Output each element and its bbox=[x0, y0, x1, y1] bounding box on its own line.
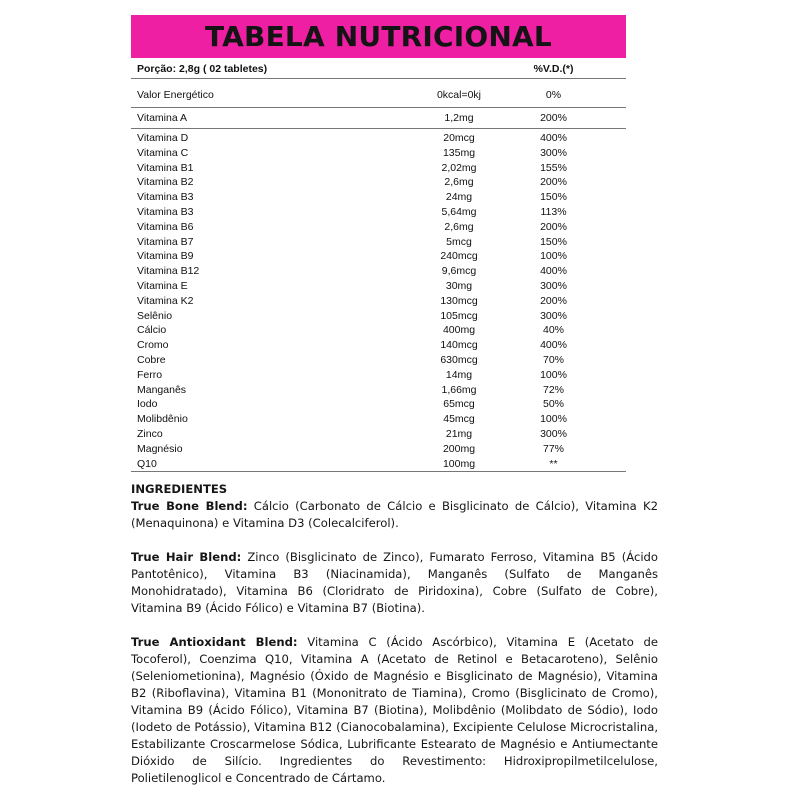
page-title: TABELA NUTRICIONAL bbox=[205, 20, 552, 53]
table-header-row bbox=[131, 60, 626, 79]
nutrient-row bbox=[131, 368, 626, 383]
bone-blend-paragraph bbox=[131, 498, 658, 532]
nutrient-row bbox=[131, 427, 626, 442]
nutrient-daily-value: 300% bbox=[540, 146, 567, 159]
nutrient-quantity: 45mcg bbox=[443, 413, 475, 426]
nutrient-row bbox=[131, 279, 626, 294]
nutrient-row bbox=[131, 108, 626, 129]
nutrient-quantity: 14mg bbox=[445, 368, 473, 381]
nutrient-quantity: 130mcg bbox=[440, 294, 478, 307]
nutrient-quantity: 135mg bbox=[442, 146, 476, 159]
nutrient-daily-value: 150% bbox=[540, 191, 567, 204]
bone-blend-label: True Bone Blend: bbox=[131, 499, 248, 513]
nutrient-name: Molibdênio bbox=[137, 413, 188, 426]
nutrient-row bbox=[131, 457, 626, 473]
nutrient-name: Vitamina B3 bbox=[137, 191, 194, 204]
hair-blend-text: Zinco (Bisglicinato de Zinco), Fumarato Ferroso, Vitamina B5 (Ácido Pantotênico), Vitamina B3 (Niacinamida), Manganês (Sulfato de Manganês Monohidratado), Vitamina B6 (Cloridrato de Piridoxina), Cobre (Sulfato de Cobre), Vitamina B9 (Ácido Fólico) e Vitamina B7 (Biotina). bbox=[131, 550, 659, 615]
nutrient-row bbox=[131, 383, 626, 398]
nutrient-name: Vitamina E bbox=[137, 279, 188, 292]
nutrient-row bbox=[131, 131, 626, 146]
nutrient-quantity: 2,6mg bbox=[444, 220, 474, 233]
bone-blend-text: Cálcio (Carbonato de Cálcio e Bisglicinato de Cálcio), Vitamina K2 (Menaquinona) e Vitamina D3 (Colecalciferol). bbox=[131, 499, 658, 530]
nutrient-daily-value: 300% bbox=[540, 279, 567, 292]
nutrient-daily-value: 70% bbox=[542, 353, 564, 366]
nutrient-name: Vitamina B9 bbox=[137, 250, 194, 263]
nutrient-name: Vitamina K2 bbox=[137, 294, 194, 307]
nutrient-name: Iodo bbox=[137, 398, 158, 411]
nutrient-daily-value: 113% bbox=[540, 205, 567, 218]
nutrient-quantity: 105mcg bbox=[440, 309, 478, 322]
nutrient-name: Vitamina B6 bbox=[137, 220, 194, 233]
nutrient-daily-value: 200% bbox=[540, 176, 567, 189]
nutrient-quantity: 20mcg bbox=[443, 132, 475, 144]
energy-vd: 0% bbox=[545, 89, 562, 101]
nutrient-row bbox=[131, 220, 626, 235]
nutrient-daily-value: 200% bbox=[540, 220, 567, 233]
nutrient-daily-value: ** bbox=[549, 457, 558, 470]
nutrient-quantity: 2,6mg bbox=[444, 176, 474, 189]
antioxidant-blend-text: Vitamina C (Ácido Ascórbico), Vitamina E (Acetato de Tocoferol), Coenzima Q10, Vitamina A (Acetato de Retinol e Betacaroteno), Selênio (Seleniometionina), Magnésio (Óxido de Magnésio e Bisglicinato de Magnésio), Vitamina B2 (Riboflavina), Vitamina B1 (Mononitrato de Tiamina), Cromo (Bisglicinato de Cromo), Vitamina B9 (Ácido Fólico), Vitamina B7 (Biotina), Molibdênio (Molibdato de Sódio), Iodo (Iodeto de Potássio), Vitamina B12 (Cianocobalamina), Excipiente Celulose Microcristalina, Estabilizante Croscarmelose Sódica, Lubrificante Estearato de Magnésio e Antiumectante Dióxido de Silício. Ingredientes do Revestimento: Hidroxipropilmetilcelulose, Polietilenoglicol e Concentrado de Cártamo. bbox=[131, 635, 658, 785]
nutrient-row bbox=[131, 412, 626, 427]
nutrient-row bbox=[131, 442, 626, 457]
nutrient-name: Vitamina B12 bbox=[137, 265, 200, 278]
nutrient-quantity: 21mg bbox=[445, 427, 473, 440]
nutrient-name: Vitamina B7 bbox=[137, 235, 194, 248]
nutrient-quantity: 140mcg bbox=[440, 339, 478, 352]
nutrient-daily-value: 77% bbox=[542, 442, 564, 455]
nutrient-daily-value: 150% bbox=[540, 235, 567, 248]
antioxidant-blend-label: True Antioxidant Blend: bbox=[131, 635, 298, 649]
nutrient-daily-value: 200% bbox=[540, 112, 567, 124]
nutrient-name: Cobre bbox=[137, 353, 166, 366]
nutrient-quantity: 200mg bbox=[442, 442, 476, 455]
nutrient-quantity: 5mcg bbox=[446, 235, 472, 248]
ingredients-section bbox=[131, 481, 658, 804]
nutrient-name: Zinco bbox=[137, 427, 163, 440]
nutrient-name: Magnésio bbox=[137, 442, 183, 455]
nutrient-daily-value: 400% bbox=[540, 265, 567, 278]
nutrient-name: Ferro bbox=[137, 368, 163, 381]
nutrient-name: Vitamina A bbox=[137, 112, 188, 124]
nutrient-daily-value: 100% bbox=[540, 413, 567, 426]
nutrient-daily-value: 300% bbox=[540, 427, 567, 440]
nutrient-daily-value: 100% bbox=[540, 250, 567, 263]
nutrient-quantity: 100mg bbox=[442, 457, 476, 470]
nutrient-daily-value: 400% bbox=[540, 132, 567, 144]
nutrient-daily-value: 155% bbox=[540, 161, 567, 174]
nutrient-quantity: 2,02mg bbox=[441, 161, 477, 174]
nutrient-quantity: 30mg bbox=[445, 279, 473, 292]
nutrient-name: Q10 bbox=[137, 457, 157, 470]
nutrient-name: Manganês bbox=[137, 383, 187, 396]
nutrient-name: Vitamina B3 bbox=[137, 205, 194, 218]
nutrient-row bbox=[131, 161, 626, 176]
nutrient-row bbox=[131, 294, 626, 309]
nutrient-daily-value: 50% bbox=[542, 398, 564, 411]
nutrient-name: Vitamina C bbox=[137, 146, 189, 159]
nutrient-row bbox=[131, 353, 626, 368]
nutrient-row bbox=[131, 323, 626, 338]
nutrient-quantity: 5,64mg bbox=[441, 205, 477, 218]
nutrient-row bbox=[131, 235, 626, 250]
nutrient-row bbox=[131, 249, 626, 264]
hair-blend-label: True Hair Blend: bbox=[131, 550, 242, 564]
nutrient-row bbox=[131, 205, 626, 220]
ingredients-heading: INGREDIENTES bbox=[131, 482, 228, 496]
nutrient-daily-value: 72% bbox=[542, 383, 564, 396]
nutrient-row bbox=[131, 397, 626, 412]
nutrient-daily-value: 100% bbox=[540, 368, 567, 381]
nutrient-quantity: 1,66mg bbox=[441, 383, 477, 396]
nutrient-row bbox=[131, 309, 626, 324]
nutrient-quantity: 240mcg bbox=[440, 250, 478, 263]
nutrient-name: Vitamina B1 bbox=[137, 161, 194, 174]
nutrient-row bbox=[131, 264, 626, 279]
nutrient-name: Cromo bbox=[137, 339, 169, 352]
nutrient-row bbox=[131, 190, 626, 205]
nutrient-daily-value: 300% bbox=[540, 309, 567, 322]
nutrient-quantity: 9,6mcg bbox=[441, 265, 477, 278]
nutrient-daily-value: 40% bbox=[542, 324, 564, 337]
antioxidant-blend-paragraph bbox=[131, 634, 658, 787]
serving-label: Porção: 2,8g ( 02 tabletes) bbox=[137, 63, 268, 75]
nutrient-quantity: 65mcg bbox=[443, 398, 475, 411]
energy-qty: 0kcal=0kj bbox=[436, 89, 482, 101]
nutrient-quantity: 400mg bbox=[442, 324, 476, 337]
nutrient-name: Vitamina B2 bbox=[137, 176, 194, 189]
title-banner bbox=[131, 15, 626, 58]
nutrient-row bbox=[131, 175, 626, 190]
hair-blend-paragraph bbox=[131, 549, 658, 617]
nutrient-row bbox=[131, 338, 626, 353]
nutrient-quantity: 1,2mg bbox=[444, 112, 474, 124]
nutrition-table bbox=[131, 60, 626, 472]
energy-row bbox=[131, 83, 626, 108]
nutrient-daily-value: 400% bbox=[540, 339, 567, 352]
nutrient-name: Cálcio bbox=[137, 324, 167, 337]
nutrient-row bbox=[131, 146, 626, 161]
nutrient-quantity: 630mcg bbox=[440, 353, 478, 366]
nutrient-quantity: 24mg bbox=[445, 191, 473, 204]
nutrient-name: Selênio bbox=[137, 309, 173, 322]
nutrient-name: Vitamina D bbox=[137, 132, 189, 144]
nutrient-rows bbox=[131, 108, 626, 472]
nutrient-daily-value: 200% bbox=[540, 294, 567, 307]
energy-name: Valor Energético bbox=[137, 89, 214, 101]
vd-header: %V.D.(*) bbox=[533, 63, 574, 75]
